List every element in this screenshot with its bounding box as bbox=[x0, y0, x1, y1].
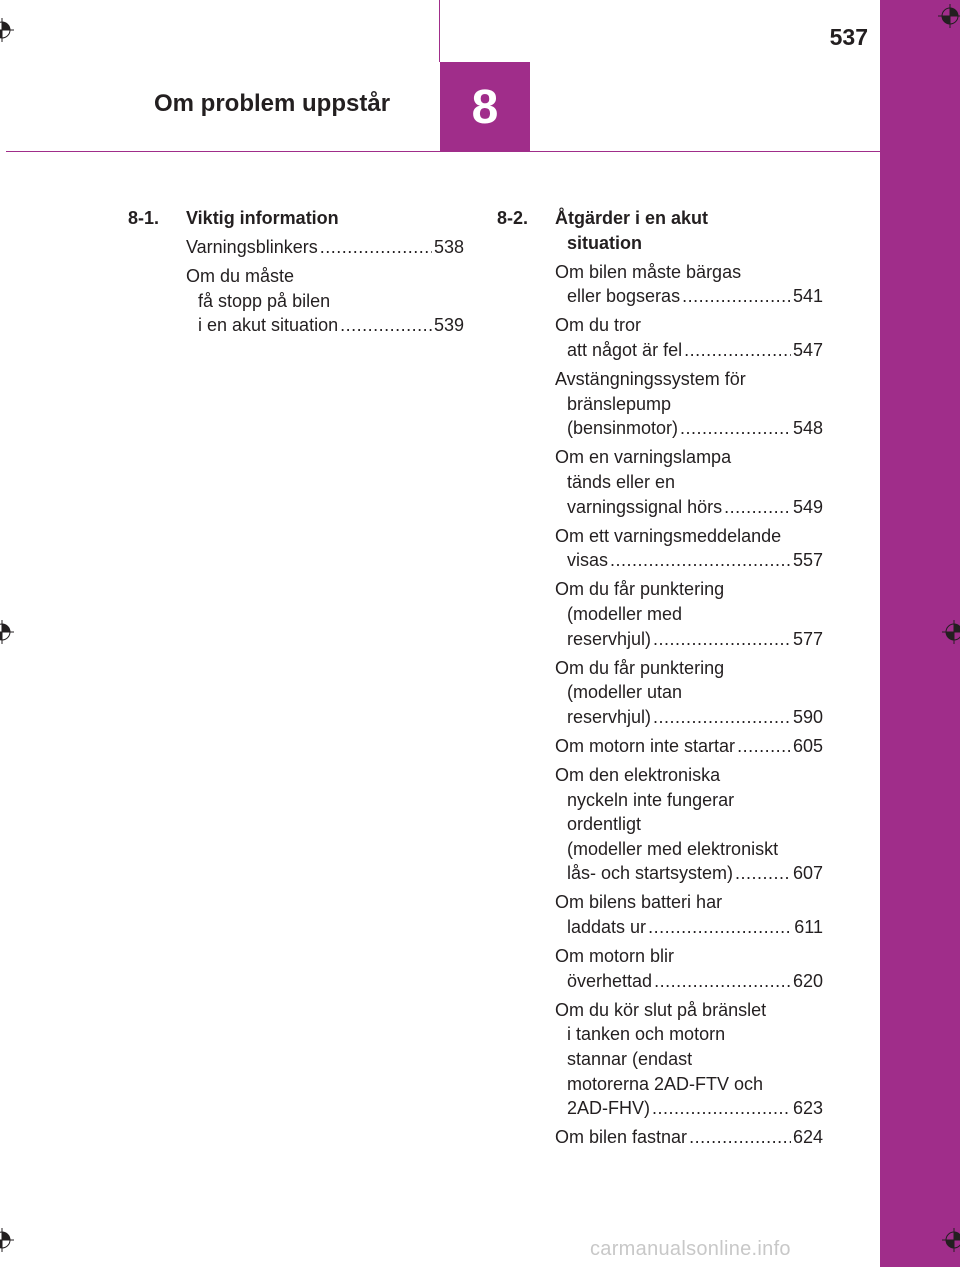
section-number: 8-2. bbox=[497, 208, 529, 228]
page-number: 537 bbox=[829, 24, 868, 50]
section-title-line: situation bbox=[567, 232, 642, 253]
toc-entry-line: (modeller utan bbox=[567, 682, 683, 703]
header-rule bbox=[6, 151, 880, 152]
toc-entry[interactable] bbox=[555, 944, 823, 993]
dot-leader bbox=[689, 1125, 791, 1150]
dot-leader bbox=[680, 416, 791, 441]
toc-entry[interactable] bbox=[186, 264, 464, 338]
toc-page-number: 623 bbox=[792, 1098, 823, 1119]
toc-entry-line: Om en varningslampa bbox=[555, 447, 732, 468]
section-heading bbox=[497, 206, 823, 255]
dot-leader bbox=[340, 313, 432, 338]
toc-entry[interactable] bbox=[555, 260, 823, 309]
toc-entry-line: (modeller med bbox=[567, 603, 683, 624]
toc-entry-text: att något är fel bbox=[567, 339, 683, 360]
toc-entry-line bbox=[555, 1096, 823, 1121]
dot-leader bbox=[648, 915, 792, 940]
toc-page-number: 590 bbox=[792, 706, 823, 727]
toc-entry-line: Om bilens batteri har bbox=[555, 892, 723, 913]
toc-page-number: 549 bbox=[792, 496, 823, 517]
section-title-line: Åtgärder i en akut bbox=[555, 208, 709, 228]
chapter-number-box bbox=[440, 62, 530, 152]
registration-mark-icon bbox=[0, 620, 14, 644]
dot-leader bbox=[682, 284, 791, 309]
toc-entry-line: stannar (endast bbox=[567, 1049, 693, 1069]
toc-entry-line: tänds eller en bbox=[567, 471, 676, 492]
toc-entry-text: varningssignal hörs bbox=[567, 496, 723, 517]
toc-entry-line bbox=[555, 338, 823, 363]
dot-leader bbox=[652, 1096, 791, 1121]
registration-mark-icon bbox=[0, 18, 14, 42]
toc-entry-line bbox=[555, 627, 823, 652]
toc-entry-line: Om du får punktering bbox=[555, 657, 725, 678]
toc-entry-line: motorerna 2AD-FTV och bbox=[567, 1073, 764, 1094]
toc-entry-text: (bensinmotor) bbox=[567, 418, 679, 439]
toc-entry-line: Avstängningssystem för bbox=[555, 369, 746, 390]
dot-leader bbox=[684, 338, 791, 363]
registration-mark-icon bbox=[0, 1228, 14, 1252]
toc-entry-line bbox=[555, 416, 823, 441]
toc-entry-line: Om bilen måste bärgas bbox=[555, 261, 742, 282]
toc-page-number: 548 bbox=[792, 418, 823, 439]
registration-mark-icon bbox=[942, 1228, 960, 1252]
toc-entry-text: Varningsblinkers bbox=[186, 237, 318, 258]
toc-entry-text: överhettad bbox=[567, 970, 653, 991]
chapter-title: Om problem uppstår bbox=[154, 90, 391, 117]
toc-page-number: 611 bbox=[794, 917, 823, 938]
toc-entry-line bbox=[555, 915, 823, 940]
watermark: carmanualsonline.info bbox=[590, 1238, 791, 1260]
dot-leader bbox=[320, 235, 432, 260]
toc-entry-line: Om du tror bbox=[555, 315, 642, 336]
toc-page-number: 605 bbox=[792, 735, 823, 756]
toc-page-number: 538 bbox=[433, 237, 464, 258]
toc-page-number: 547 bbox=[792, 339, 823, 360]
toc-page-number: 539 bbox=[433, 315, 464, 336]
toc-page-number: 577 bbox=[792, 628, 823, 649]
toc-entry-line bbox=[555, 284, 823, 309]
toc-entry-text: visas bbox=[567, 550, 609, 571]
toc-entry-text: laddats ur bbox=[567, 917, 647, 938]
chapter-number: 8 bbox=[471, 80, 499, 134]
toc-entry[interactable] bbox=[555, 524, 823, 573]
toc-section-8-1 bbox=[128, 206, 464, 338]
dot-leader bbox=[737, 734, 791, 759]
dot-leader bbox=[724, 495, 791, 520]
toc-entry[interactable] bbox=[555, 445, 823, 519]
toc-entry[interactable] bbox=[555, 367, 823, 441]
toc-page-number: 624 bbox=[792, 1127, 823, 1148]
toc-entry-line: Om du måste bbox=[186, 266, 295, 287]
toc-entry-line bbox=[555, 495, 823, 520]
toc-entry[interactable] bbox=[555, 734, 823, 759]
toc-entry-line: Om motorn blir bbox=[555, 946, 675, 967]
toc-entry-line: nyckeln inte fungerar bbox=[567, 789, 735, 810]
toc-entry-text: 2AD-FHV) bbox=[567, 1098, 651, 1119]
registration-mark-icon bbox=[938, 4, 960, 28]
toc-entry-line bbox=[186, 235, 464, 260]
dot-leader bbox=[654, 969, 791, 994]
toc-entry-line: få stopp på bilen bbox=[198, 290, 331, 311]
toc-entry[interactable] bbox=[555, 998, 823, 1121]
toc-entry-line bbox=[555, 548, 823, 573]
toc-entry-line bbox=[555, 1125, 823, 1150]
section-title-line: Viktig information bbox=[186, 208, 339, 228]
toc-page-number: 541 bbox=[792, 286, 823, 307]
toc-entry-line bbox=[555, 705, 823, 730]
toc-entry[interactable] bbox=[555, 890, 823, 939]
section-number: 8-1. bbox=[128, 208, 160, 228]
registration-mark-icon bbox=[942, 620, 960, 644]
toc-entry-text: eller bogseras bbox=[567, 286, 681, 307]
toc-page-number: 620 bbox=[792, 970, 823, 991]
toc-entry-text: lås- och startsystem) bbox=[567, 863, 734, 884]
dot-leader bbox=[735, 861, 791, 886]
toc-entry[interactable] bbox=[555, 763, 823, 886]
toc-entry-text: Om bilen fastnar bbox=[555, 1127, 688, 1148]
toc-entry-line: Om du kör slut på bränslet bbox=[555, 999, 767, 1020]
toc-entry-line: Om du får punktering bbox=[555, 579, 725, 600]
toc-section-8-2 bbox=[497, 206, 823, 1150]
toc-entry-text: i en akut situation bbox=[198, 315, 339, 336]
toc-entry-text: reservhjul) bbox=[567, 628, 652, 649]
section-title bbox=[186, 206, 464, 231]
toc-page-number: 557 bbox=[792, 550, 823, 571]
toc-entry-text: reservhjul) bbox=[567, 706, 652, 727]
header-divider bbox=[439, 0, 440, 62]
dot-leader bbox=[653, 705, 791, 730]
toc-entry[interactable] bbox=[555, 1125, 823, 1150]
toc-entry[interactable] bbox=[186, 235, 464, 260]
toc-entry-line: Om den elektroniska bbox=[555, 764, 721, 785]
toc-page-number: 607 bbox=[792, 863, 823, 884]
toc-entry[interactable] bbox=[555, 656, 823, 730]
toc-entry[interactable] bbox=[555, 313, 823, 362]
toc-entry-line: bränslepump bbox=[567, 393, 672, 414]
toc-entry-text: Om motorn inte startar bbox=[555, 735, 736, 756]
toc-entry-line: Om ett varningsmeddelande bbox=[555, 525, 782, 546]
toc-entry[interactable] bbox=[555, 577, 823, 651]
dot-leader bbox=[653, 627, 791, 652]
section-heading bbox=[128, 206, 464, 231]
toc-entry-line: ordentligt bbox=[567, 814, 642, 835]
toc-entry-line bbox=[555, 969, 823, 994]
toc-entry-line: i tanken och motorn bbox=[567, 1024, 726, 1045]
section-title bbox=[555, 206, 823, 255]
toc-entry-line bbox=[555, 734, 823, 759]
toc-entry-line bbox=[555, 861, 823, 886]
dot-leader bbox=[610, 548, 791, 573]
toc-entry-line bbox=[186, 313, 464, 338]
toc-entry-line: (modeller med elektroniskt bbox=[567, 838, 779, 859]
